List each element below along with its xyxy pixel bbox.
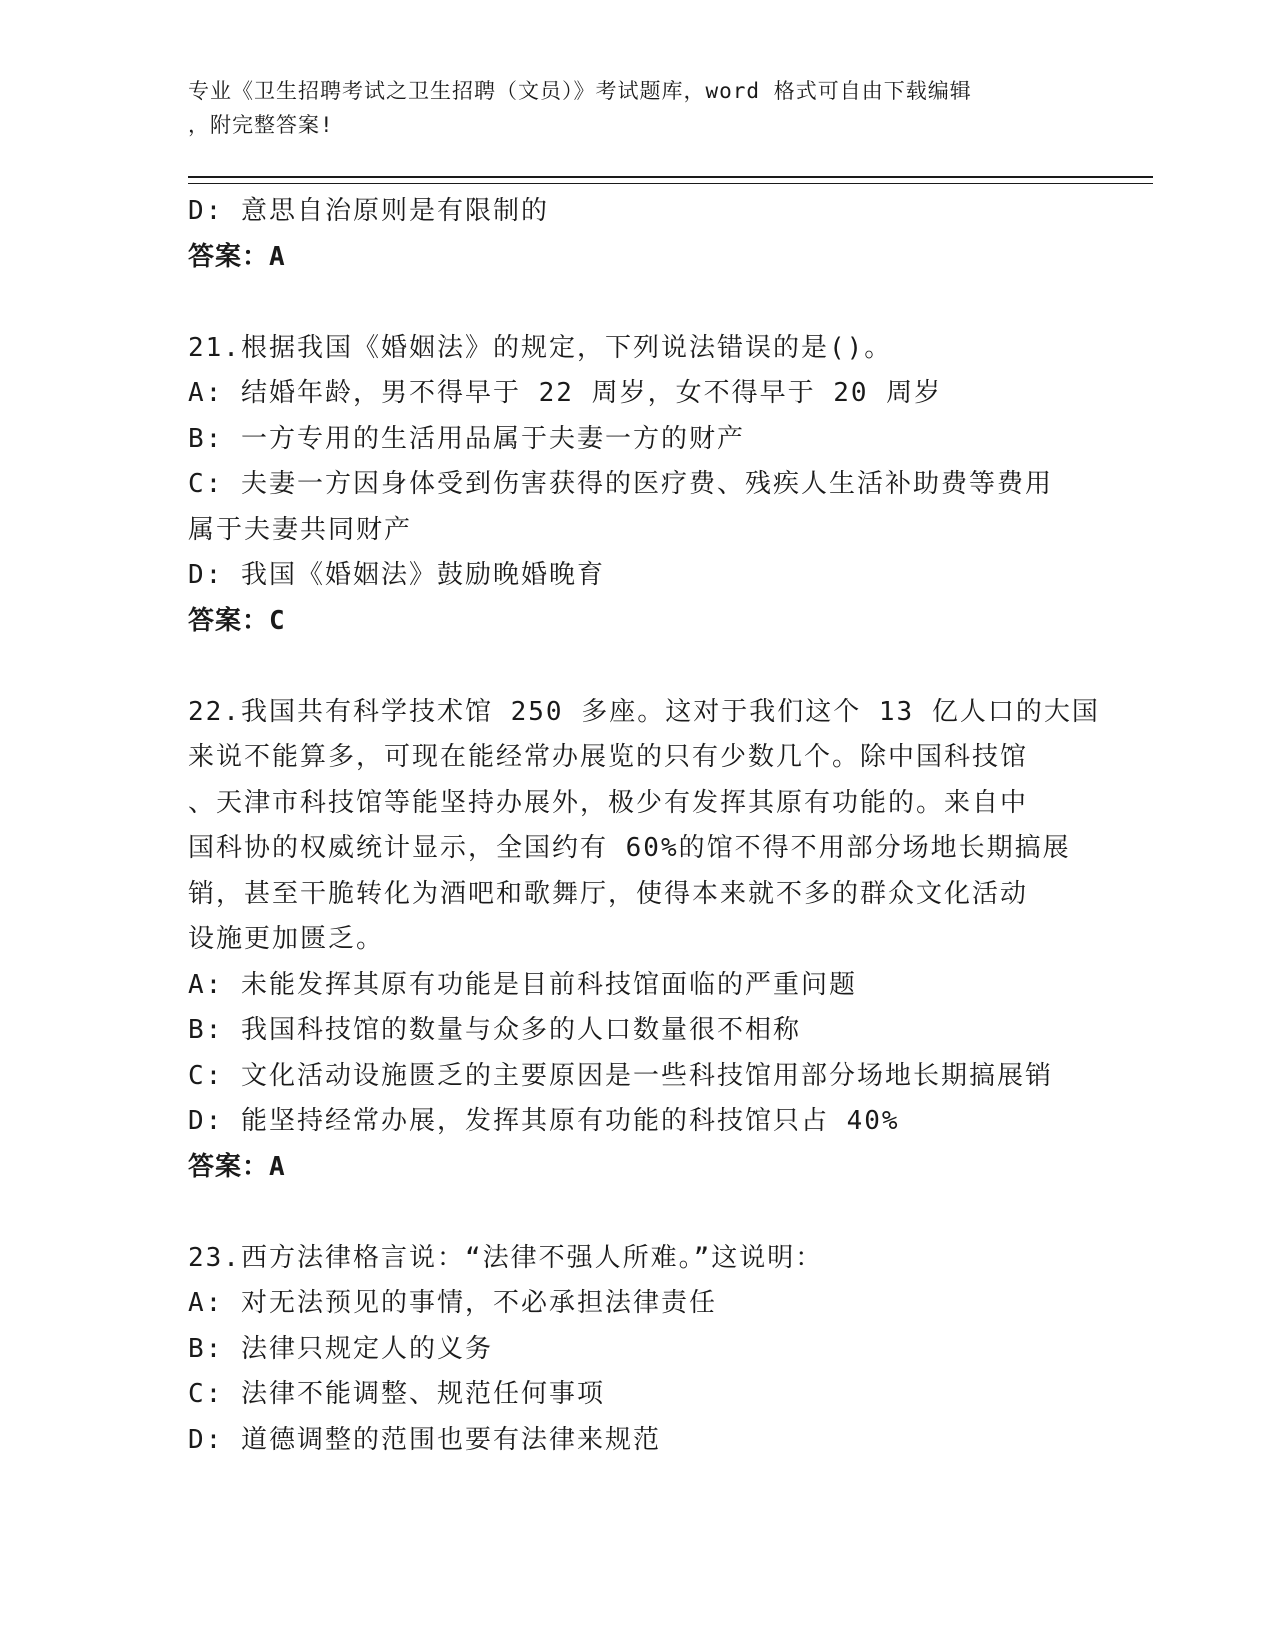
q21-option-a: A: 结婚年龄，男不得早于 22 周岁，女不得早于 20 周岁 [188,378,943,408]
q22-option-b: B: 我国科技馆的数量与众多的人口数量很不相称 [188,1015,801,1045]
q21-option-b: B: 一方专用的生活用品属于夫妻一方的财产 [188,423,745,454]
q21-option-d: D: 我国《婚姻法》鼓励晚婚晚育 [188,560,605,590]
q22-option-a: A: 未能发挥其原有功能是目前科技馆面临的严重问题 [188,969,857,1000]
q23-question: 23.西方法律格言说：“法律不强人所难。”这说明： [188,1242,824,1273]
q23-option-c: C: 法律不能调整、规范任何事项 [188,1379,605,1409]
q22-question-line-6: 设施更加匮乏。 [188,924,385,954]
header-line-1: 专业《卫生招聘考试之卫生招聘（文员）》考试题库，word 格式可自由下载编辑 [188,79,972,103]
q21-answer: 答案：C [188,605,286,636]
prev-option-d: D: 意思自治原则是有限制的 [188,196,549,226]
q23-option-d: D: 道德调整的范围也要有法律来规范 [188,1424,661,1455]
q22-question-line-2: 来说不能算多，可现在能经常办展览的只有少数几个。除中国科技馆 [188,742,1029,772]
q22-answer: 答案：A [188,1151,286,1182]
q22-option-c: C: 文化活动设施匮乏的主要原因是一些科技馆用部分场地长期搞展销 [188,1060,1053,1091]
q22-question-line-3: 、天津市科技馆等能坚持办展外，极少有发挥其原有功能的。来自中 [188,787,1029,818]
q23-option-a: A: 对无法预见的事情，不必承担法律责任 [188,1288,717,1318]
header-line-2: ，附完整答案! [188,113,334,137]
q21-option-c-line-1: C: 夫妻一方因身体受到伤害获得的医疗费、残疾人生活补助费等费用 [188,469,1053,499]
document-header [188,74,1088,142]
spacer [188,1190,1088,1236]
q23-option-b: B: 法律只规定人的义务 [188,1333,493,1364]
q21-option-c-line-2: 属于夫妻共同财产 [188,514,413,545]
q22-question-line-1: 22.我国共有科学技术馆 250 多座。这对于我们这个 13 亿人口的大国 [188,696,1100,727]
header-divider [188,176,1153,184]
spacer [188,280,1088,326]
q22-option-d: D: 能坚持经常办展，发挥其原有功能的科技馆只占 40% [188,1106,900,1136]
q22-question-line-5: 销，甚至干脆转化为酒吧和歌舞厅，使得本来就不多的群众文化活动 [188,878,1029,909]
q21-question: 21.根据我国《婚姻法》的规定，下列说法错误的是()。 [188,332,893,363]
question-content [188,189,1100,1463]
spacer [188,644,1088,690]
prev-answer: 答案：A [188,241,286,272]
q22-question-line-4: 国科协的权威统计显示，全国约有 60%的馆不得不用部分场地长期搞展 [188,833,1071,863]
